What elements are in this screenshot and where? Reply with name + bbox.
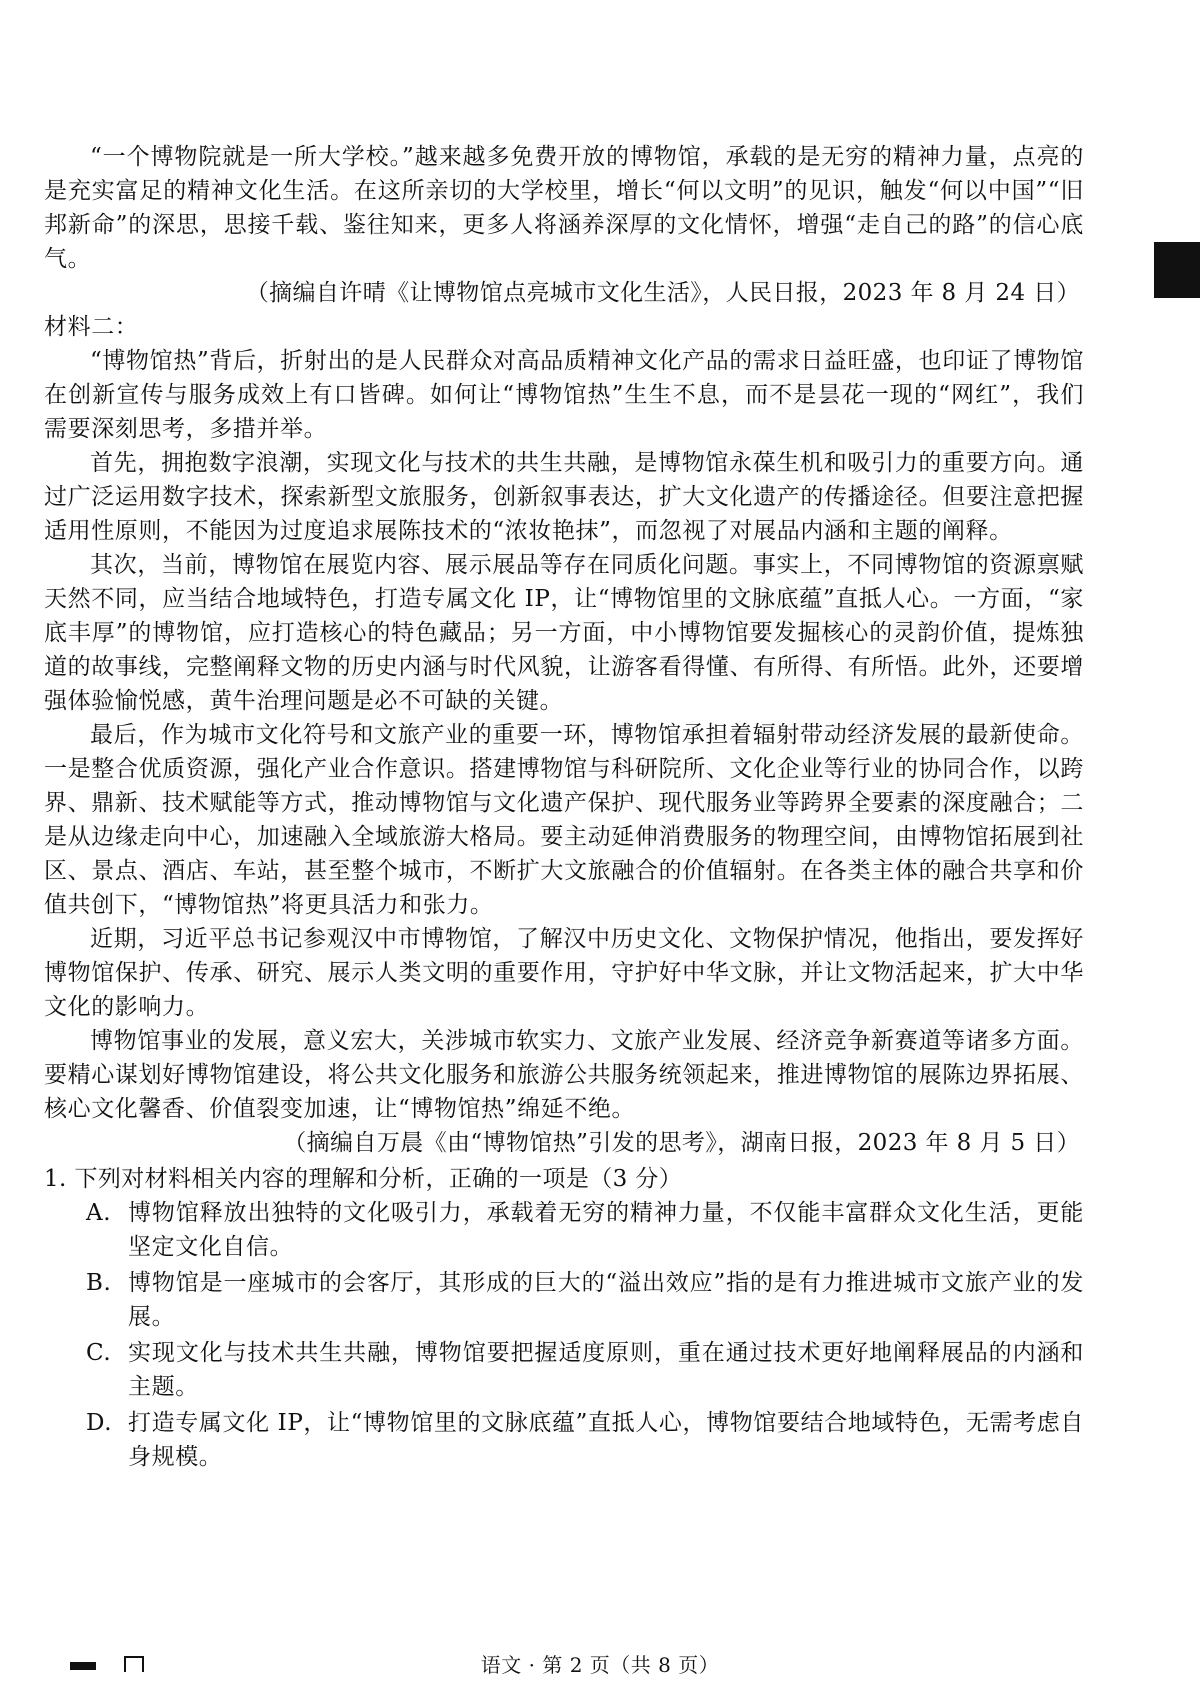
option-letter: B. [86,1270,112,1296]
page-footer [0,1652,1200,1682]
exam-page-content [44,140,1084,1476]
option-a [44,1196,1084,1264]
side-tab-mark [1154,242,1200,298]
option-b [44,1266,1084,1334]
material2-source: （摘编自万晨《由“博物馆热”引发的思考》，湖南日报，2023 年 8 月 5 日） [283,1130,1080,1156]
material1-source: （摘编自许晴《让博物馆点亮城市文化生活》，人民日报，2023 年 8 月 24 日） [245,280,1080,306]
option-letter: C. [86,1340,112,1366]
option-text: 博物馆释放出独特的文化吸引力，承载着无穷的精神力量，不仅能丰富群众文化生活，更能坚定文化自信。 [128,1200,1084,1260]
material1-closing-paragraph: “一个博物院就是一所大学校。”越来越多免费开放的博物馆，承载的是无穷的精神力量，点亮的是充实富足的精神文化生活。在这所亲切的大学校里，增长“何以文明”的见识，触发“何以中国”“旧邦新命”的深思，思接千载、鉴往知来，更多人将涵养深厚的文化情怀，增强“走自己的路”的信心底气。 [44,144,1084,272]
material2-paragraph: 首先，拥抱数字浪潮，实现文化与技术的共生共融，是博物馆永葆生机和吸引力的重要方向。通过广泛运用数字技术，探索新型文旅服务，创新叙事表达，扩大文化遗产的传播途径。但要注意把握适用性原则，不能因为过度追求展陈技术的“浓妆艳抹”，而忽视了对展品内涵和主题的阐释。 [44,450,1084,544]
material2-heading: 材料二： [44,314,139,340]
option-letter: D. [86,1410,113,1436]
question-1-stem: 1. 下列对材料相关内容的理解和分析，正确的一项是（3 分） [44,1166,683,1192]
material2-paragraph: 近期，习近平总书记参观汉中市博物馆，了解汉中历史文化、文物保护情况，他指出，要发挥好博物馆保护、传承、研究、展示人类文明的重要作用，守护好中华文脉，并让文物活起来，扩大中华文化的影响力。 [44,926,1084,1020]
option-text: 博物馆是一座城市的会客厅，其形成的巨大的“溢出效应”指的是有力推进城市文旅产业的发展。 [128,1270,1084,1330]
option-letter: A. [86,1200,112,1226]
option-c [44,1336,1084,1404]
material2-paragraph: “博物馆热”背后，折射出的是人民群众对高品质精神文化产品的需求日益旺盛，也印证了博物馆在创新宣传与服务成效上有口皆碑。如何让“博物馆热”生生不息，而不是昙花一现的“网红”，我们需要深刻思考，多措并举。 [44,348,1084,442]
material2-paragraph: 博物馆事业的发展，意义宏大，关涉城市软实力、文旅产业发展、经济竞争新赛道等诸多方面。要精心谋划好博物馆建设，将公共文化服务和旅游公共服务统领起来，推进博物馆的展陈边界拓展、核心文化馨香、价值裂变加速，让“博物馆热”绵延不绝。 [44,1028,1084,1122]
option-text: 打造专属文化 IP，让“博物馆里的文脉底蕴”直抵人心，博物馆要结合地域特色，无需考虑自身规模。 [128,1410,1084,1470]
material2-paragraph: 其次，当前，博物馆在展览内容、展示展品等存在同质化问题。事实上，不同博物馆的资源禀赋天然不同，应当结合地域特色，打造专属文化 IP，让“博物馆里的文脉底蕴”直抵人心。一方面，“家底丰厚”的博物馆，应打造核心的特色藏品；另一方面，中小博物馆要发掘核心的灵韵价值，提炼独道的故事线，完整阐释文物的历史内涵与时代风貌，让游客看得懂、有所得、有所悟。此外，还要增强体验愉悦感，黄牛治理问题是必不可缺的关键。 [44,552,1084,714]
material2-paragraph: 最后，作为城市文化符号和文旅产业的重要一环，博物馆承担着辐射带动经济发展的最新使命。一是整合优质资源，强化产业合作意识。搭建博物馆与科研院所、文化企业等行业的协同合作，以跨界、鼎新、技术赋能等方式，推动博物馆与文化遗产保护、现代服务业等跨界全要素的深度融合；二是从边缘走向中心，加速融入全域旅游大格局。要主动延伸消费服务的物理空间，由博物馆拓展到社区、景点、酒店、车站，甚至整个城市，不断扩大文旅融合的价值辐射。在各类主体的融合共享和价值共创下，“博物馆热”将更具活力和张力。 [44,722,1084,918]
option-d [44,1406,1084,1474]
question-1-options [44,1196,1084,1474]
footer-page-label: 语文 · 第 2 页（共 8 页） [480,1653,720,1677]
option-text: 实现文化与技术共生共融，博物馆要把握适度原则，重在通过技术更好地阐释展品的内涵和主题。 [128,1340,1084,1400]
